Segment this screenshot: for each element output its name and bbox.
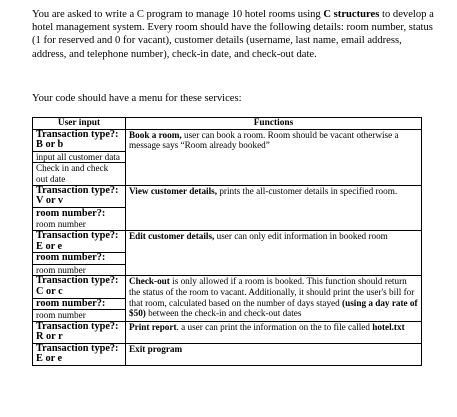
- day-rate-note: (using a day rate of $50): [129, 297, 418, 319]
- function-name: Edit customer details,: [129, 230, 215, 241]
- input-note: [33, 207, 125, 230]
- table-header-row: [33, 118, 422, 130]
- services-table: [32, 117, 422, 366]
- function-name: Print report: [129, 321, 177, 332]
- function-desc: is only allowed if a room is booked. This function should return the status of the room to vacant. Additionally, it should print the user's bill for that room, calculated based on the number of days stayed: [129, 276, 415, 308]
- intro-text: You are asked to write a C program to manage 10 hotel rooms using: [32, 9, 324, 20]
- user-input-cell: [33, 321, 126, 343]
- function-cell: [126, 230, 422, 275]
- input-note: Check in and check out date: [33, 162, 125, 184]
- function-desc: . a user can print the information on the to file called: [176, 321, 373, 332]
- room-value: room number: [33, 309, 125, 321]
- intro-paragraph: [32, 8, 437, 61]
- table-row: [33, 129, 422, 185]
- table-row: [33, 185, 422, 230]
- transaction-prompt: Transaction type?: V or v: [36, 184, 119, 207]
- header-user-input: User input: [33, 118, 126, 130]
- room-value: room number: [33, 264, 125, 276]
- room-prompt: room number?:: [36, 207, 106, 219]
- intro-text-cont: to develop a hotel management system. Every room should have the following details: room number, status (1 for reserved and 0 for vacant), customer details (username, last name, email address, address, and telephone number), check-in date, and check-out date.: [32, 9, 434, 60]
- table-row: [33, 343, 422, 365]
- user-input-cell: [33, 129, 126, 185]
- function-cell: [126, 185, 422, 230]
- function-desc: user can only edit information in booked room: [214, 230, 388, 241]
- function-cell: [126, 129, 422, 185]
- user-input-cell: [33, 276, 126, 321]
- intro-bold-term: C structures: [323, 9, 380, 20]
- room-prompt: room number?:: [33, 298, 125, 310]
- transaction-prompt: Transaction type?: R or r: [36, 320, 119, 343]
- function-cell: [126, 276, 422, 321]
- output-filename: hotel.txt: [372, 321, 405, 332]
- transaction-prompt: Transaction type?: E or e: [36, 342, 119, 365]
- function-desc: user can book a room. Room should be vacant otherwise a message says “Room already booked”: [129, 129, 399, 151]
- menu-intro: Your code should have a menu for these services:: [32, 93, 242, 104]
- room-value: room number: [36, 219, 86, 230]
- table-row: [33, 230, 422, 275]
- transaction-prompt: Transaction type?: C or c: [36, 275, 119, 297]
- function-name: Book a room,: [129, 129, 182, 140]
- function-desc-cont: between the check-in and check-out dates: [145, 308, 302, 319]
- transaction-prompt: Transaction type?: B or b: [36, 128, 119, 151]
- user-input-cell: [33, 230, 126, 275]
- user-input-cell: [33, 185, 126, 230]
- function-name: Exit program: [129, 343, 183, 354]
- transaction-prompt: Transaction type?: E or e: [36, 229, 119, 252]
- function-name: View customer details,: [129, 185, 218, 196]
- function-cell: [126, 321, 422, 343]
- table-row: [33, 276, 422, 321]
- function-desc: prints the all-customer details in specified room.: [217, 185, 398, 196]
- user-input-cell: [33, 343, 126, 365]
- function-name: Check-out: [129, 276, 170, 287]
- function-cell: [126, 343, 422, 365]
- room-prompt: room number?:: [33, 252, 125, 264]
- header-functions: Functions: [126, 118, 422, 130]
- input-note: input all customer data: [33, 151, 125, 163]
- table-row: [33, 321, 422, 343]
